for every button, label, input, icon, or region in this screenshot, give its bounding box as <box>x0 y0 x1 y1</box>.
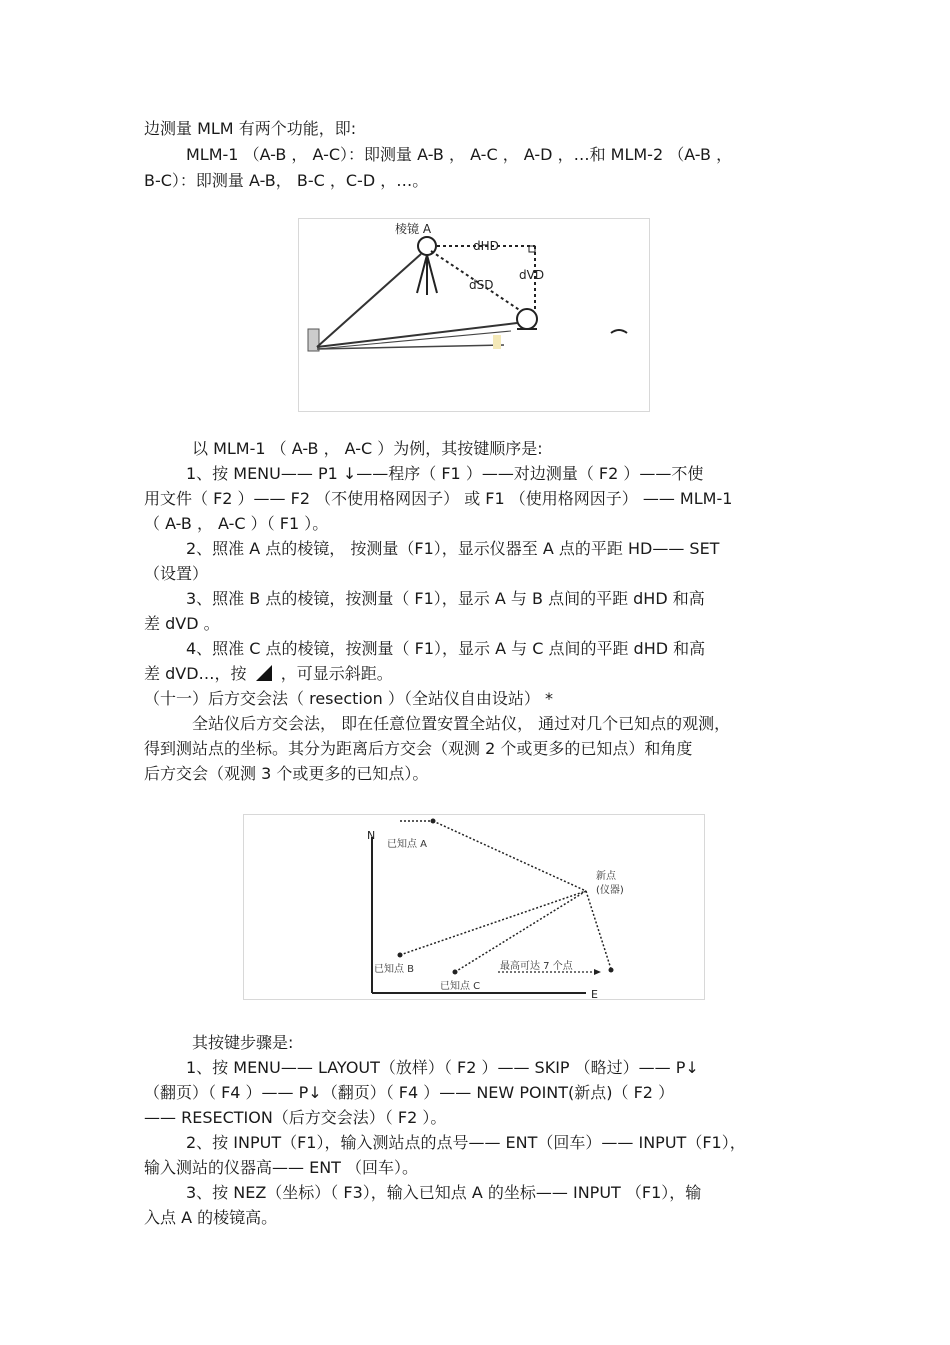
text-line-2: MLM-1 （A-B ， A-C）：即测量 A-B ， A-C ， A-D ，…和 MLM-2 （A-B ， <box>186 145 733 164</box>
new-point-label: 新点 <box>596 871 616 882</box>
text-line-12: 4、照准 C 点的棱镜，按测量（ F1），显示 A 与 C 点间的平距 dHD 和高 <box>186 639 706 658</box>
point-b-label: 已知点 B <box>374 964 415 975</box>
text-line-16: 得到测站点的坐标。其分为距离后方交会（观测 2 个或更多的已知点）和角度 <box>144 739 693 758</box>
instrument-label: (仪器) <box>596 885 624 896</box>
mlm-figure <box>298 218 650 412</box>
axis-e-label: E <box>591 988 598 999</box>
axis-n-label: N <box>367 829 376 842</box>
text-line-3: B-C）：即测量 A-B， B-C ，C-D ，…。 <box>144 171 429 190</box>
point-extra-marker <box>609 968 614 973</box>
text-line-7: （ A-B ， A-C ）（ F1 ）。 <box>144 514 329 533</box>
text-line-17: 后方交会（观测 3 个或更多的已知点）。 <box>144 764 429 783</box>
text-line-24: 3、按 NEZ（坐标）（ F3），输入已知点 A 的坐标—— INPUT （F1），输 <box>186 1183 702 1202</box>
dhd-label: dHD <box>473 239 499 253</box>
point-c-label: 已知点 C <box>440 981 481 992</box>
section-heading-resection: （十一）后方交会法（ resection ）（全站仪自由设站） * <box>144 689 553 708</box>
resection-figure <box>243 814 705 1000</box>
max-points-note: 最高可达 7 个点 <box>500 961 573 972</box>
text-line-1: 边测量 MLM 有两个功能，即: <box>144 119 357 138</box>
text-line-25: 入点 A 的棱镜高。 <box>144 1208 278 1227</box>
text-line-13-start: 差 dVD…，按 <box>144 664 247 683</box>
text-line-13 <box>144 663 393 685</box>
text-line-6: 用文件（ F2 ）—— F2 （不使用格网因子） 或 F1 （使用格网因子） —— MLM-1 <box>144 489 733 508</box>
text-line-22: 2、按 INPUT（F1），输入测站点的点号—— ENT（回车）—— INPUT（F1）， <box>186 1133 746 1152</box>
dsd-label: dSD <box>469 278 494 292</box>
triangle-key-icon <box>256 665 272 681</box>
text-line-10: 3、照准 B 点的棱镜，按测量（ F1），显示 A 与 B 点间的平距 dHD 和高 <box>186 589 705 608</box>
text-line-19: 1、按 MENU—— LAYOUT（放样）（ F2 ）—— SKIP （略过）—— P↓ <box>186 1058 699 1077</box>
text-line-8: 2、照准 A 点的棱镜， 按测量（F1），显示仪器至 A 点的平距 HD—— SET <box>186 539 720 558</box>
prism-a-label: 棱镜 A <box>395 222 432 236</box>
text-line-23: 输入测站的仪器高—— ENT （回车）。 <box>144 1158 419 1177</box>
text-line-15: 全站仪后方交会法， 即在任意位置安置全站仪， 通过对几个已知点的观测， <box>192 714 731 733</box>
prism-b-icon <box>517 309 537 329</box>
point-a-label: 已知点 A <box>387 839 428 850</box>
text-line-18: 其按键步骤是: <box>192 1033 294 1052</box>
text-line-20: （翻页）（ F4 ）—— P↓（翻页）（ F4 ）—— NEW POINT(新点)（ F2 ） <box>144 1083 675 1102</box>
text-line-13-end: ，可显示斜距。 <box>280 664 393 683</box>
text-line-11: 差 dVD 。 <box>144 614 220 633</box>
text-line-9: （设置） <box>144 564 209 583</box>
text-line-4: 以 MLM-1 （ A-B ， A-C ）为例，其按键顺序是: <box>192 439 543 458</box>
text-line-5: 1、按 MENU—— P1 ↓——程序（ F1 ）——对边测量（ F2 ）——不使 <box>186 464 704 483</box>
dvd-label: dVD <box>519 268 545 282</box>
arrow-right-icon <box>594 969 601 975</box>
text-line-21: —— RESECTION（后方交会法）（ F2 ）。 <box>144 1108 447 1127</box>
